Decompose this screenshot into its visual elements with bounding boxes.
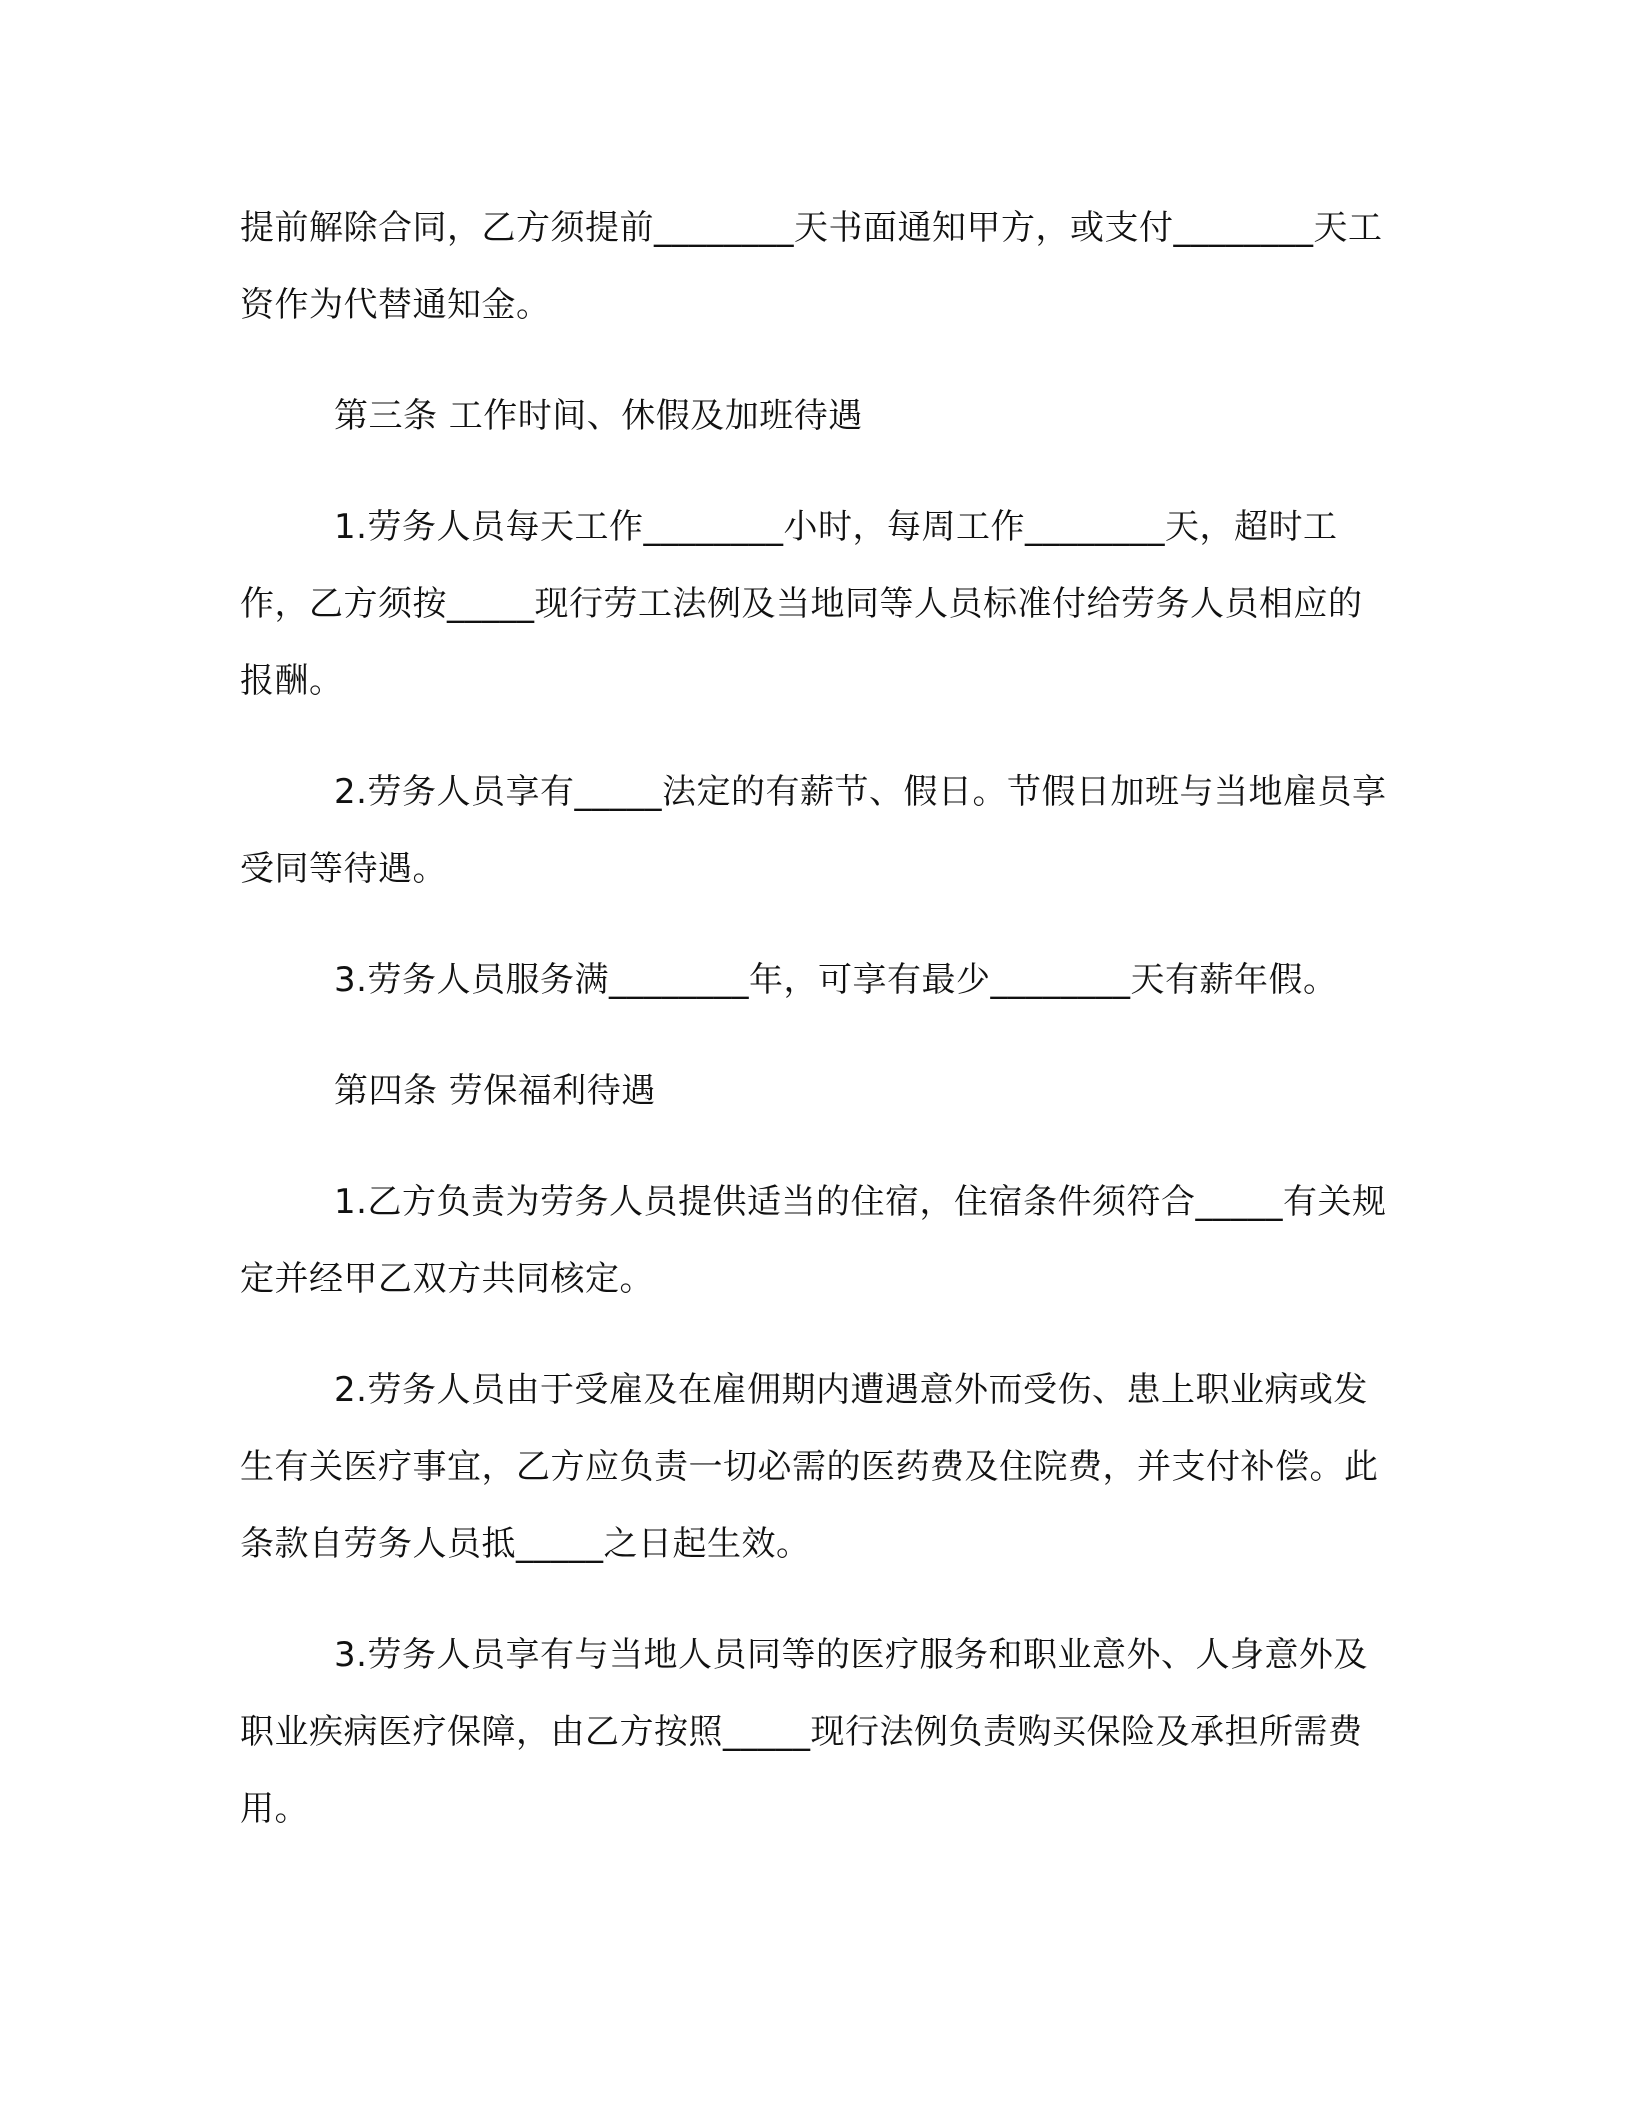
clause-3-3-annual-leave: 3.劳务人员服务满________年，可享有最少________天有薪年假。 (334, 960, 1338, 1000)
clause-4-3-insurance: 3.劳务人员享有与当地人员同等的医疗服务和职业意外、人身意外及职业疾病医疗保障，由乙方按照_____现行法例负责购买保险及承担所需费用。 (240, 1635, 1368, 1829)
paragraph-termination-notice: 提前解除合同，乙方须提前________天书面通知甲方，或支付________天工资作为代替通知金。 (240, 208, 1383, 325)
clause-4-2-medical: 2.劳务人员由于受雇及在雇佣期内遭遇意外而受伤、患上职业病或发生有关医疗事宜，乙方应负责一切必需的医药费及住院费，并支付补偿。此条款自劳务人员抵_____之日起生效。 (240, 1370, 1379, 1564)
document-body (240, 190, 1395, 1848)
heading-article-3: 第三条 工作时间、休假及加班待遇 (334, 396, 863, 436)
clause-4-1-accommodation: 1.乙方负责为劳务人员提供适当的住宿，住宿条件须符合_____有关规定并经甲乙双方共同核定。 (240, 1182, 1387, 1299)
heading-article-4: 第四条 劳保福利待遇 (334, 1071, 656, 1111)
clause-3-1-working-hours: 1.劳务人员每天工作________小时，每周工作________天，超时工作，乙方须按_____现行劳工法例及当地同等人员标准付给劳务人员相应的报酬。 (240, 507, 1363, 701)
clause-3-2-holidays: 2.劳务人员享有_____法定的有薪节、假日。节假日加班与当地雇员享受同等待遇。 (240, 772, 1387, 889)
